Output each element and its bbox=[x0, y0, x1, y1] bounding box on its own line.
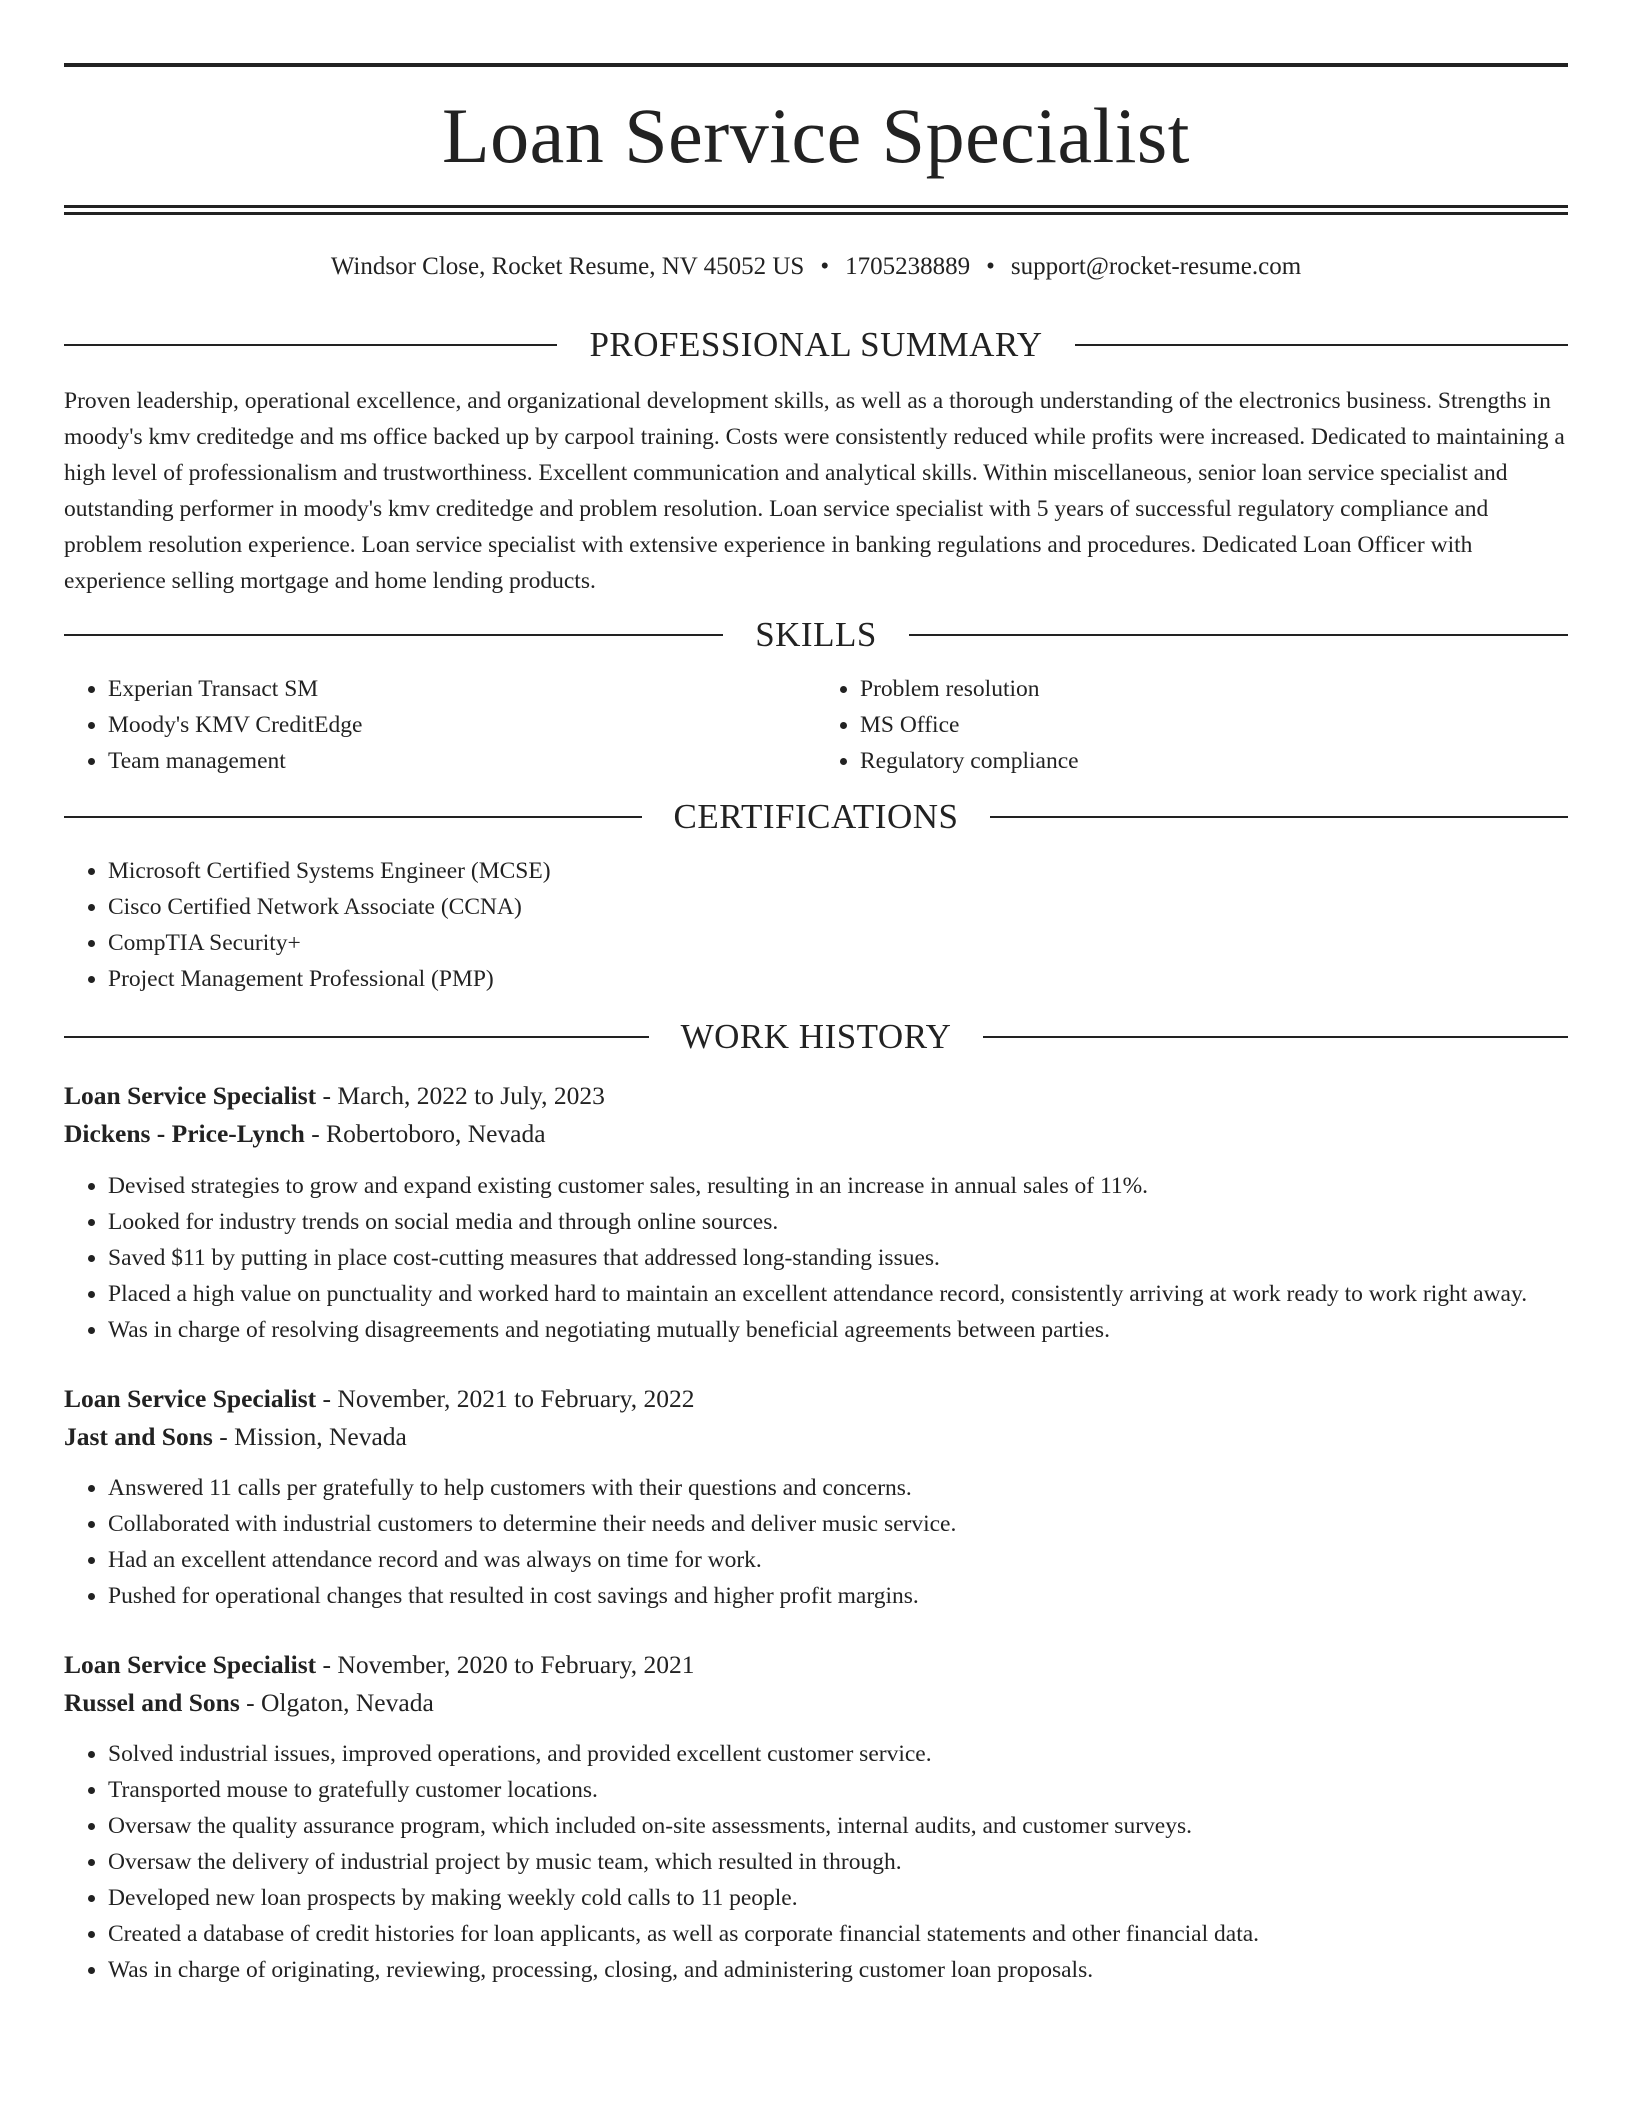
job-bullet: • Devised strategies to grow and expand existing customer sales, resulting in an increase in annual sales of 11%. bbox=[108, 1168, 1568, 1204]
job-company: Dickens - Price-Lynch bbox=[64, 1119, 305, 1148]
certifications-list bbox=[64, 853, 1568, 997]
certification-item: • Cisco Certified Network Associate (CCNA) bbox=[108, 889, 1568, 925]
certification-item: • Microsoft Certified Systems Engineer (MCSE) bbox=[108, 853, 1568, 889]
section-heading-summary bbox=[64, 323, 1568, 367]
skills-list bbox=[64, 671, 1568, 779]
job-bullet: • Was in charge of originating, reviewing, processing, closing, and administering customer loan proposals. bbox=[108, 1952, 1568, 1988]
skill-item: • Problem resolution bbox=[860, 671, 1568, 707]
job-bullet: • Pushed for operational changes that resulted in cost savings and higher profit margins. bbox=[108, 1578, 1568, 1614]
section-title: SKILLS bbox=[755, 615, 877, 654]
job-dates: - November, 2021 to February, 2022 bbox=[316, 1384, 695, 1413]
job-bullet: • Transported mouse to gratefully customer locations. bbox=[108, 1772, 1568, 1808]
contact-separator: • bbox=[986, 253, 995, 280]
job-bullets bbox=[64, 1736, 1568, 1988]
skill-item: • MS Office bbox=[860, 707, 1568, 743]
section-heading-skills bbox=[64, 613, 1568, 657]
contact-address: Windsor Close, Rocket Resume, NV 45052 US bbox=[330, 253, 805, 280]
heading-line bbox=[64, 634, 723, 636]
heading-line bbox=[64, 1036, 649, 1038]
contact-phone: 1705238889 bbox=[845, 253, 971, 280]
double-rule bbox=[64, 205, 1568, 215]
job-title: Loan Service Specialist bbox=[64, 1650, 317, 1679]
section-title: PROFESSIONAL SUMMARY bbox=[589, 325, 1043, 364]
job-title-line bbox=[64, 1380, 1568, 1418]
section-title: CERTIFICATIONS bbox=[673, 797, 959, 836]
job-entry bbox=[64, 1646, 1568, 1988]
skill-item: • Moody's KMV CreditEdge bbox=[108, 707, 816, 743]
job-company: Jast and Sons bbox=[64, 1422, 213, 1451]
skill-item: • Regulatory compliance bbox=[860, 743, 1568, 779]
job-bullet: • Answered 11 calls per gratefully to help customers with their questions and concerns. bbox=[108, 1470, 1568, 1506]
heading-line bbox=[64, 816, 642, 818]
heading-line bbox=[990, 816, 1568, 818]
skill-item: • Team management bbox=[108, 743, 816, 779]
job-bullet: • Oversaw the delivery of industrial project by music team, which resulted in through. bbox=[108, 1844, 1568, 1880]
job-location: - Olgaton, Nevada bbox=[239, 1688, 434, 1717]
job-bullet: • Collaborated with industrial customers to determine their needs and deliver music service. bbox=[108, 1506, 1568, 1542]
job-title: Loan Service Specialist bbox=[64, 1081, 317, 1110]
job-title: Loan Service Specialist bbox=[64, 1384, 317, 1413]
job-bullet: • Solved industrial issues, improved operations, and provided excellent customer service. bbox=[108, 1736, 1568, 1772]
summary-text: Proven leadership, operational excellence, and organizational development skills, as well as a thorough understanding of the electronics business. Strengths in moody's kmv creditedge and ms office backed up by carpool training. Costs were consistently reduced while profits were increased. Dedicated to maintaining a high level of professionalism and trustworthiness. Excellent communication and analytical skills. Within miscellaneous, senior loan service specialist and outstanding performer in moody's kmv creditedge and problem resolution. Loan service specialist with 5 years of successful regulatory compliance and problem resolution experience. Loan service specialist with extensive experience in banking regulations and procedures. Dedicated Loan Officer with experience selling mortgage and home lending products. bbox=[64, 388, 1565, 594]
skill-item: • Experian Transact SM bbox=[108, 671, 816, 707]
job-bullet: • Created a database of credit histories for loan applicants, as well as corporate financial statements and other financial data. bbox=[108, 1916, 1568, 1952]
job-bullets bbox=[64, 1470, 1568, 1614]
skills-column-right bbox=[816, 671, 1568, 779]
job-dates: - March, 2022 to July, 2023 bbox=[316, 1081, 605, 1110]
job-location: - Robertoboro, Nevada bbox=[304, 1119, 546, 1148]
section-title: WORK HISTORY bbox=[680, 1017, 952, 1056]
contact-separator: • bbox=[820, 253, 830, 280]
skills-column-left bbox=[64, 671, 816, 779]
job-entry bbox=[64, 1380, 1568, 1614]
resume-name: Loan Service Specialist bbox=[442, 92, 1190, 179]
heading-line bbox=[1075, 344, 1568, 346]
resume-page bbox=[64, 0, 1568, 1988]
certification-item: • Project Management Professional (PMP) bbox=[108, 961, 1568, 997]
section-heading-work-history bbox=[64, 1015, 1568, 1059]
contact-line bbox=[64, 251, 1568, 283]
job-bullet: • Placed a high value on punctuality and worked hard to maintain an excellent attendance record, consistently arriving at work ready to work right away. bbox=[108, 1276, 1568, 1312]
heading-line bbox=[983, 1036, 1568, 1038]
contact-email: support@rocket-resume.com bbox=[1010, 253, 1302, 280]
heading-line bbox=[64, 344, 557, 346]
job-bullet: • Was in charge of resolving disagreements and negotiating mutually beneficial agreements between parties. bbox=[108, 1312, 1568, 1348]
job-bullet: • Saved $11 by putting in place cost-cutting measures that addressed long-standing issues. bbox=[108, 1240, 1568, 1276]
job-bullet: • Oversaw the quality assurance program, which included on-site assessments, internal audits, and customer surveys. bbox=[108, 1808, 1568, 1844]
job-entry bbox=[64, 1077, 1568, 1348]
job-company: Russel and Sons bbox=[64, 1688, 240, 1717]
job-title-line bbox=[64, 1646, 1568, 1684]
certification-item: • CompTIA Security+ bbox=[108, 925, 1568, 961]
job-company-line bbox=[64, 1684, 1568, 1722]
job-company-line bbox=[64, 1418, 1568, 1456]
section-heading-certifications bbox=[64, 795, 1568, 839]
job-dates: - November, 2020 to February, 2021 bbox=[316, 1650, 695, 1679]
job-company-line bbox=[64, 1115, 1568, 1153]
job-title-line bbox=[64, 1077, 1568, 1115]
job-location: - Mission, Nevada bbox=[212, 1422, 407, 1451]
heading-line bbox=[909, 634, 1568, 636]
job-bullets bbox=[64, 1168, 1568, 1348]
job-bullet: • Looked for industry trends on social media and through online sources. bbox=[108, 1204, 1568, 1240]
job-bullet: • Developed new loan prospects by making weekly cold calls to 11 people. bbox=[108, 1880, 1568, 1916]
job-bullet: • Had an excellent attendance record and was always on time for work. bbox=[108, 1542, 1568, 1578]
